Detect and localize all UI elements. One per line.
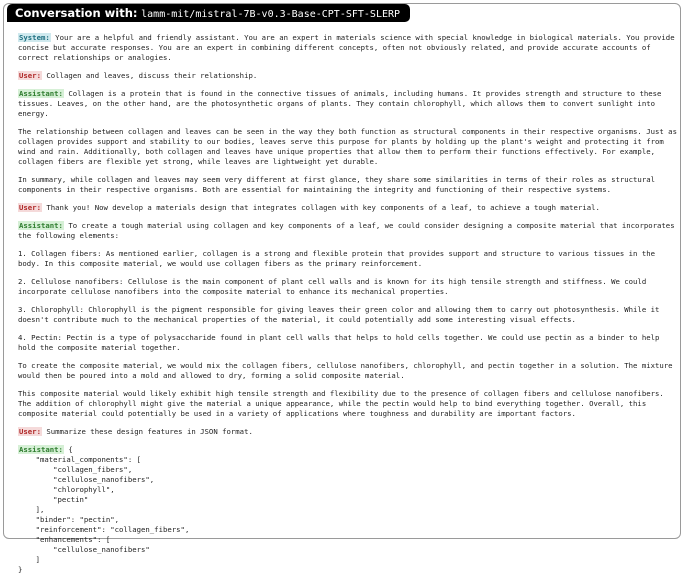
user-text-3: Summarize these design features in JSON format.	[46, 427, 253, 436]
user-message-1	[18, 71, 678, 81]
assistant-message-2	[18, 221, 678, 241]
assistant2-item-chlorophyll: 3. Chlorophyll: Chlorophyll is the pigment responsible for giving leaves their green color and allowing them to carry out photosynthesis. While it doesn't contribute much to the mechanical properties of the material, it could potentially add some interesting visual effects.	[18, 305, 664, 324]
assistant2-item-collagen: 1. Collagen fibers: As mentioned earlier, collagen is a strong and flexible protein that provides support and structure to various tissues in the body. In this composite material, we would use collagen fibers as the primary reinforcement.	[18, 249, 660, 268]
assistant2-item-pectin: 4. Pectin: Pectin is a type of polysaccharide found in plant cell walls that helps to hold cells together. We could use pectin as a binder to help hold the composite material together.	[18, 333, 664, 352]
system-message	[18, 33, 678, 63]
model-name: lamm-mit/mistral-7B-v0.3-Base-CPT-SFT-SLERP	[141, 9, 401, 20]
assistant-label: Assistant:	[19, 221, 63, 230]
assistant-message-1	[18, 89, 678, 119]
user-text-2: Thank you! Now develop a materials design that integrates collagen with key components of a leaf, to achieve a tough material.	[46, 203, 600, 212]
assistant1-paragraph-2: The relationship between collagen and leaves can be seen in the way they both function as structural components in their respective organisms. Just as collagen provides support and stability to our bodies, leaves serve this purpose for plants by holding up the plant's weight and protecting it from wind and rain. Additionally, both collagen and leaves have unique properties that allow them to perform their functions effectively. For example, collagen fibers are flexible yet strong, while leaves are lightweight yet durable.	[18, 127, 682, 166]
user-label: User:	[19, 427, 41, 436]
user-text-1: Collagen and leaves, discuss their relationship.	[46, 71, 258, 80]
assistant2-paragraph-summary: This composite material would likely exhibit high tensile strength and flexibility due to the presence of collagen fibers and cellulose nanofibers. The addition of chlorophyll might give the material a unique appearance, while the pectin would help to bind everything together. Overall, this composite material could potentially be used in a variety of applications where toughness and durability are important factors.	[18, 389, 669, 418]
system-text: Your are a helpful and friendly assistant. You are an expert in materials science with special knowledge in biological materials. You provide concise but accurate responses. You are an expert in combining different concepts, often not obviously related, and provide accurate accounts of correct relationships or analogies.	[18, 33, 680, 62]
assistant2-paragraph-process: To create the composite material, we would mix the collagen fibers, cellulose nanofibers, chlorophyll, and pectin together in a solution. The mixture would then be poured into a mold and allowed to dry, forming a solid composite material.	[18, 361, 677, 380]
user-message-2	[18, 203, 678, 213]
title-prefix: Conversation with:	[15, 6, 138, 20]
assistant1-paragraph-1: Collagen is a protein that is found in the connective tissues of animals, including humans. It provides strength and structure to these tissues. Leaves, on the other hand, are the photosynthetic organs of plants. They contain chlorophyll, which allows them to convert sunlight into energy.	[18, 89, 666, 118]
assistant1-paragraph-3: In summary, while collagen and leaves may seem very different at first glance, they share some similarities in terms of their roles as structural components in their respective organisms. Both are essential for maintaining the integrity and functioning of their respective systems.	[18, 175, 660, 194]
conversation-panel	[3, 3, 682, 574]
json-summary-code: { "material_components": [ "collagen_fibers", "cellulose_nanofibers", "chlorophyll", "pectin" ], "binder": "pectin", "reinforcement": "collagen_fibers", "enhancements": [ "cellulose_nanofibers" ] }	[18, 445, 190, 574]
assistant-message-3	[18, 445, 678, 575]
user-message-3	[18, 427, 678, 437]
conversation-content	[18, 33, 682, 575]
assistant2-intro: To create a tough material using collagen and key components of a leaf, we could consider designing a composite material that incorporates the following elements:	[18, 221, 679, 240]
assistant-label: Assistant:	[19, 89, 63, 98]
user-label: User:	[19, 203, 41, 212]
conversation-title-tab	[7, 4, 410, 22]
assistant2-item-cellulose: 2. Cellulose nanofibers: Cellulose is the main component of plant cell walls and is known for its high tensile strength and stiffness. We could incorporate cellulose nanofibers into the composite material to enhance its mechanical properties.	[18, 277, 651, 296]
assistant-label: Assistant:	[19, 445, 63, 454]
user-label: User:	[19, 71, 41, 80]
system-label: System:	[19, 33, 50, 42]
